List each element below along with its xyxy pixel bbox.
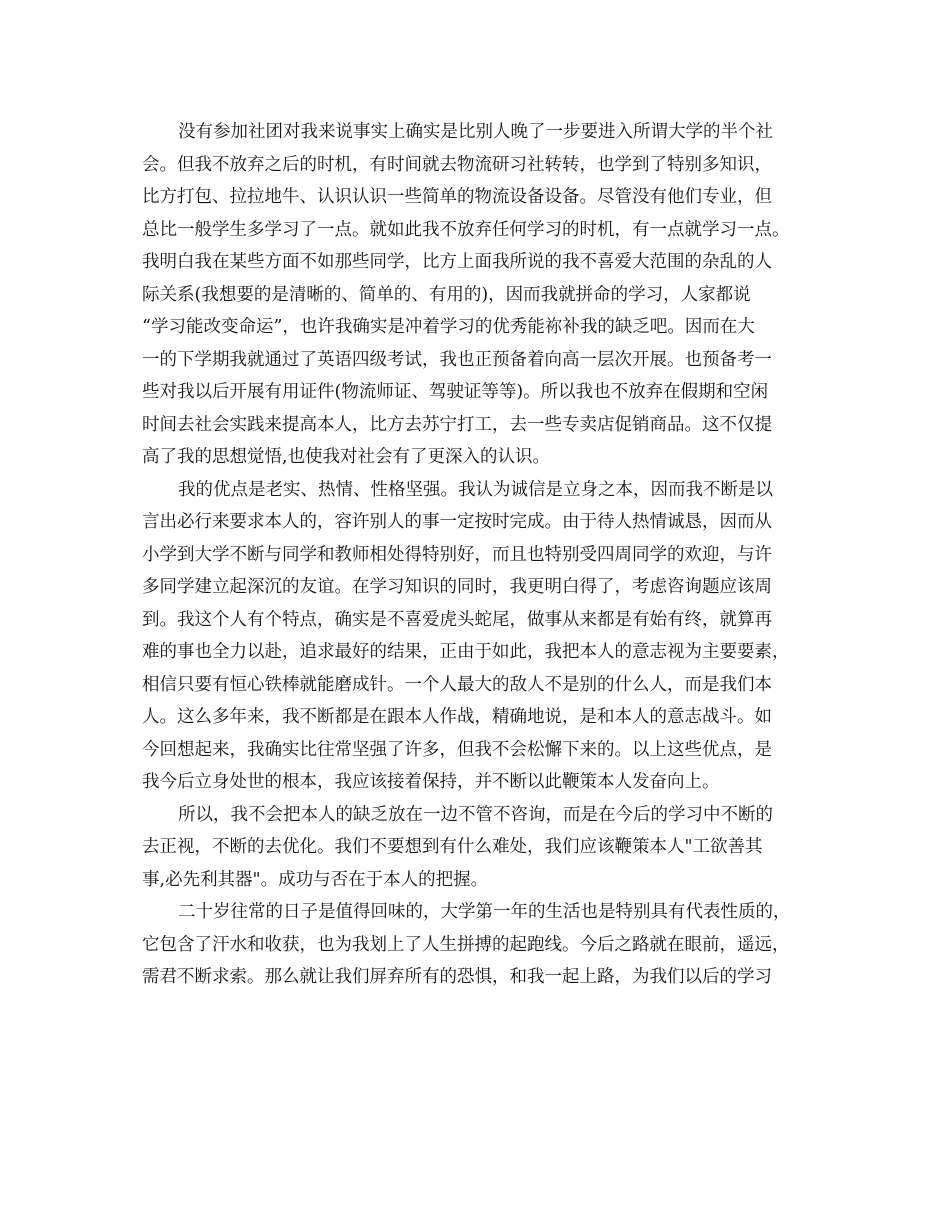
text-line: 小学到大学不断与同学和教师相处得特别好，而且也特别受四周同学的欢迎，与许 xyxy=(142,544,772,565)
text-line: 会。但我不放弃之后的时机，有时间就去物流研习社转转，也学到了特别多知识， xyxy=(142,154,772,175)
document-body xyxy=(142,116,822,994)
text-line: 到。我这个人有个特点，确实是不喜爱虎头蛇尾，做事从来都是有始有终，就算再 xyxy=(142,609,772,630)
paragraph-2 xyxy=(142,474,822,799)
text-line: 总比一般学生多学习了一点。就如此我不放弃任何学习的时机，有一点就学习一点。 xyxy=(142,219,790,240)
text-line: 人。这么多年来，我不断都是在跟本人作战，精确地说，是和本人的意志战斗。如 xyxy=(142,707,772,727)
text-line: 难的事也全力以赴，追求最好的结果，正由于如此，我把本人的意志视为主要要素， xyxy=(142,642,790,662)
paragraph-1 xyxy=(142,116,822,474)
text-line: 二十岁往常的日子是值得回味的，大学第一年的生活也是特别具有代表性质的， xyxy=(178,902,791,922)
paragraph-3 xyxy=(142,799,822,897)
text-line: 高了我的思想觉悟,也使我对社会有了更深入的认识。 xyxy=(142,447,551,467)
text-line: 事,必先利其器"。成功与否在于本人的把握。 xyxy=(142,869,489,890)
text-line: 时间去社会实践来提高本人，比方去苏宁打工，去一些专卖店促销商品。这不仅提 xyxy=(142,414,772,435)
text-line: 今回想起来，我确实比往常坚强了许多，但我不会松懈下来的。以上这些优点，是 xyxy=(142,739,772,760)
text-line: 多同学建立起深沉的友谊。在学习知识的同时，我更明白得了，考虑咨询题应该周 xyxy=(142,577,772,597)
text-line: 我的优点是老实、热情、性格坚强。我认为诚信是立身之本，因而我不断是以 xyxy=(178,479,773,500)
text-line: 相信只要有恒心铁棒就能磨成针。一个人最大的敌人不是别的什么人，而是我们本 xyxy=(142,674,772,695)
text-line: 际关系(我想要的是清晰的、简单的、有用的)，因而我就拼命的学习，人家都说 xyxy=(142,284,751,305)
text-line: 比方打包、拉拉地牛、认识认识一些简单的物流设备设备。尽管没有他们专业，但 xyxy=(142,187,772,207)
text-line: 它包含了汗水和收获，也为我划上了人生拼搏的起跑线。今后之路就在眼前，遥远， xyxy=(142,934,790,955)
text-line: 我今后立身处世的根本，我应该接着保持，并不断以此鞭策本人发奋向上。 xyxy=(142,772,720,792)
text-line: 我明白我在某些方面不如那些同学，比方上面我所说的我不喜爱大范围的杂乱的人 xyxy=(142,252,772,272)
paragraph-4 xyxy=(142,896,822,994)
text-line: 去正视，不断的去优化。我们不要想到有什么难处，我们应该鞭策本人"工欲善其 xyxy=(142,837,763,857)
text-line: 没有参加社团对我来说事实上确实是比别人晚了一步要进入所谓大学的半个社 xyxy=(178,122,773,142)
text-line: 一的下学期我就通过了英语四级考试，我也正预备着向高一层次开展。也预备考一 xyxy=(142,349,772,370)
text-line: 需君不断求索。那么就让我们屏弃所有的恐惧，和我一起上路，为我们以后的学习 xyxy=(142,967,772,987)
text-line: 言出必行来要求本人的，容许别人的事一定按时完成。由于待人热情诚恳，因而从 xyxy=(142,512,772,532)
text-line: “学习能改变命运”，也许我确实是冲着学习的优秀能祢补我的缺乏吧。因而在大 xyxy=(142,317,755,337)
text-line: 所以，我不会把本人的缺乏放在一边不管不咨询，而是在今后的学习中不断的 xyxy=(178,804,773,825)
text-line: 些对我以后开展有用证件(物流师证、驾驶证等等)。所以我也不放弃在假期和空闲 xyxy=(142,382,769,402)
